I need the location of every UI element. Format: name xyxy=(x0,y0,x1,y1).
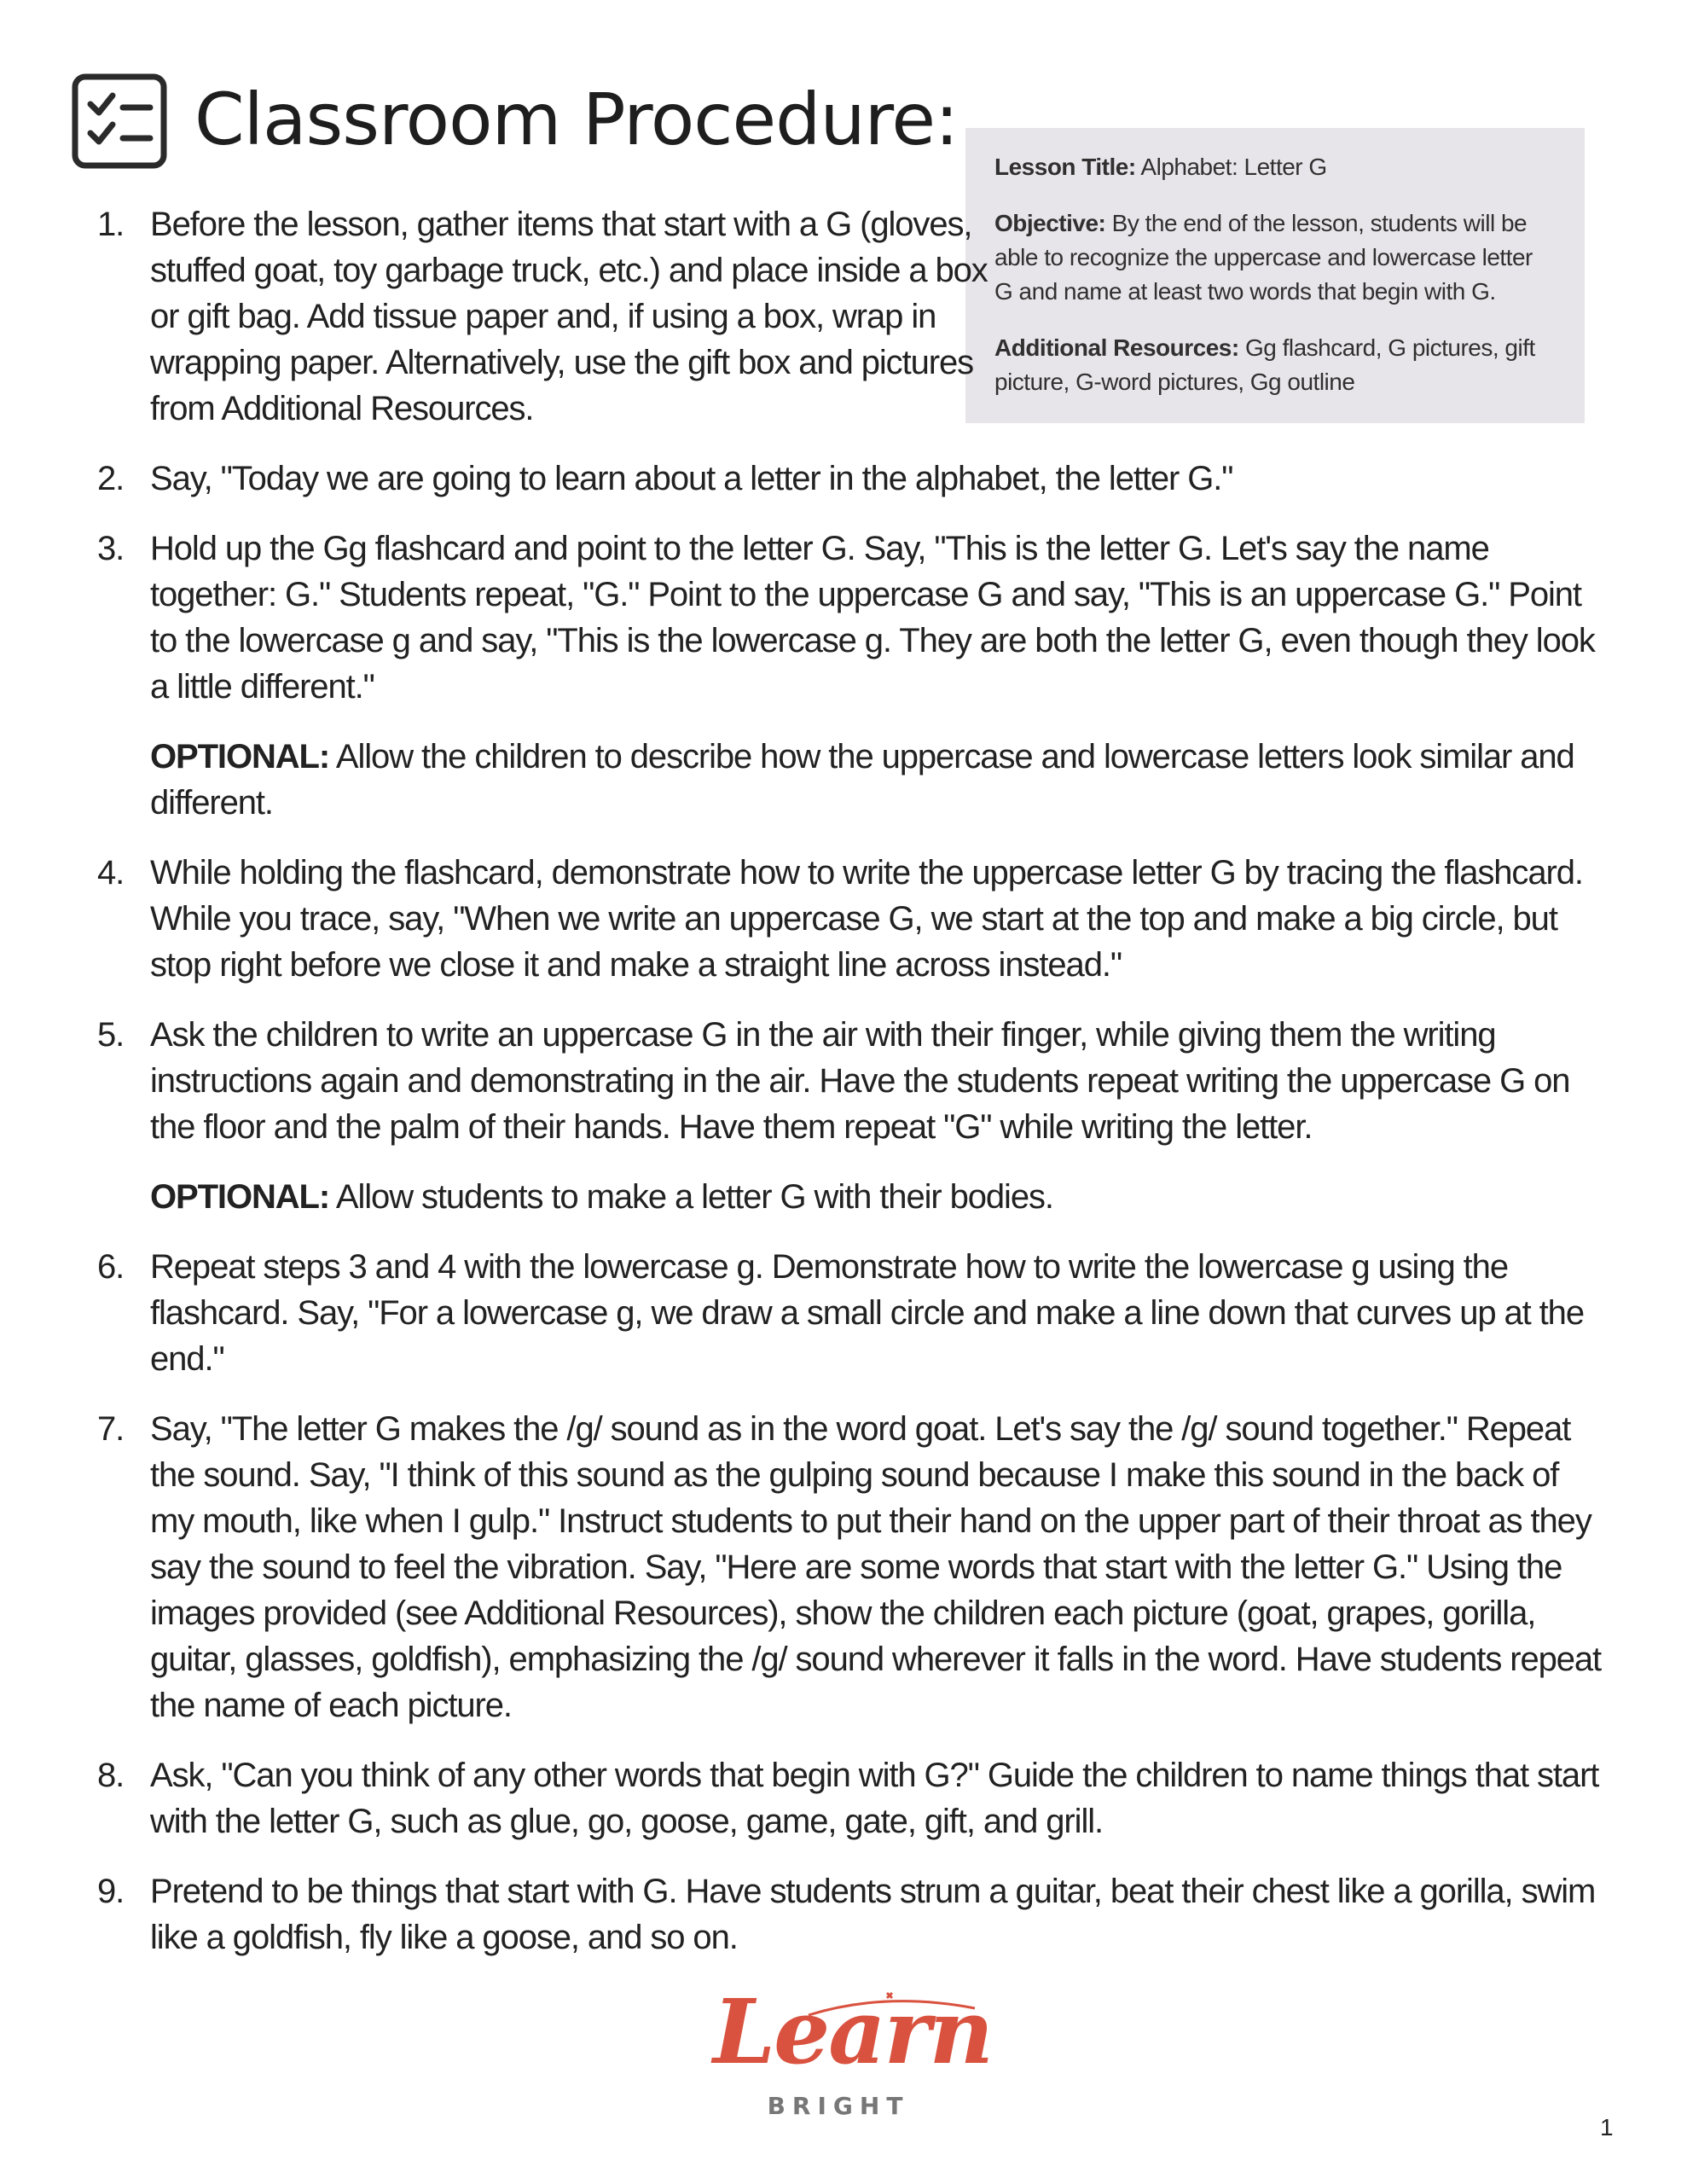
page-title: Classroom Procedure: xyxy=(194,78,959,161)
optional-note xyxy=(150,734,1603,826)
step-text: Say, "The letter G makes the /g/ sound as in the word goat. Let's say the /g/ sound together." Repeat the sound. Say, "I think of this sound as the gulping sound because I make this sound in the back of my mouth, like when I gulp." Instruct students to put their hand on the upper part of their throat as they say the sound to feel the vibration. Say, "Here are some words that start with the letter G." Using the images provided (see Additional Resources), show the children each picture (goat, grapes, gorilla, guitar, glasses, goldfish), emphasizing the /g/ sound wherever it falls in the word. Have students repeat the name of each picture. xyxy=(150,1410,1602,1724)
procedure-step xyxy=(85,1752,1603,1844)
step-number: 3. xyxy=(97,530,125,567)
procedure-steps-list xyxy=(85,201,1603,1984)
step-number: 6. xyxy=(97,1248,125,1286)
step-text: Ask, "Can you think of any other words that begin with G?" Guide the children to name things that start with the letter G, such as glue, go, goose, game, gate, gift, and grill. xyxy=(150,1757,1599,1840)
step-number: 5. xyxy=(97,1016,125,1054)
step-text: Pretend to be things that start with G. Have students strum a guitar, beat their chest like a gorilla, swim like a goldfish, fly like a goose, and so on. xyxy=(150,1873,1596,1956)
step-number: 7. xyxy=(97,1410,125,1448)
optional-note xyxy=(150,1174,1603,1220)
step-text: Ask the children to write an uppercase G in the air with their finger, while giving them the writing instructions again and demonstrating in the air. Have the students repeat writing the uppercase G on the floor and the palm of their hands. Have them repeat "G" while writing the letter. xyxy=(150,1016,1570,1146)
step-number: 4. xyxy=(97,854,125,892)
procedure-step xyxy=(85,1868,1603,1960)
resources-label: Additional Resources: xyxy=(994,334,1239,361)
optional-label: OPTIONAL: xyxy=(150,1178,330,1216)
step-number: 2. xyxy=(97,460,125,497)
step-number: 1. xyxy=(97,206,125,243)
lesson-title-line xyxy=(994,150,1556,184)
logo-sub-text: BRIGHT xyxy=(767,2092,910,2120)
procedure-step xyxy=(85,1012,1603,1220)
page-number: 1 xyxy=(1600,2114,1614,2140)
procedure-step xyxy=(85,1406,1603,1728)
step-text: Hold up the Gg flashcard and point to the letter G. Say, "This is the letter G. Let's say the name together: G." Students repeat, "G." Point to the uppercase G and say, "This is an uppercase G." Point to the lowercase g and say, "This is the lowercase g. They are both the letter G, even though they look a little different." xyxy=(150,530,1595,706)
checklist-icon xyxy=(72,73,167,169)
lesson-title-value: Alphabet: Letter G xyxy=(1135,154,1327,180)
objective-label: Objective: xyxy=(994,210,1106,236)
optional-label: OPTIONAL: xyxy=(150,738,330,775)
procedure-step xyxy=(85,201,1603,432)
step-number: 8. xyxy=(97,1757,125,1794)
step-number: 9. xyxy=(97,1873,125,1910)
step-text: While holding the flashcard, demonstrate how to write the uppercase letter G by tracing the flashcard. While you trace, say, "When we write an uppercase G, we start at the top and make a big circle, but stop right before we close it and make a straight line across instead." xyxy=(150,854,1583,984)
lesson-title-label: Lesson Title: xyxy=(994,154,1136,180)
procedure-step xyxy=(85,1244,1603,1382)
procedure-step xyxy=(85,850,1603,988)
step-text: Repeat steps 3 and 4 with the lowercase g. Demonstrate how to write the lowercase g using the flashcard. Say, "For a lowercase g, we draw a small circle and make a line down that curves up at the end." xyxy=(150,1248,1584,1378)
procedure-step xyxy=(85,526,1603,826)
step-text: Before the lesson, gather items that start with a G (gloves, stuffed goat, toy garbage truck, etc.) and place inside a box or gift bag. Add tissue paper and, if using a box, wrap in wrapping paper. Alternatively, use the gift box and pictures from Additional Resources. xyxy=(150,206,988,427)
procedure-step xyxy=(85,456,1603,502)
learn-bright-logo xyxy=(698,1979,993,2124)
objective-text: By the end of the lesson, students will be able to recognize the uppercase and lowercase letter G and name at least two words that begin with G. xyxy=(994,210,1533,305)
resources-text: Gg flashcard, G pictures, gift picture, G-word pictures, Gg outline xyxy=(994,334,1535,395)
logo-script-text: Learn xyxy=(713,1979,993,2084)
optional-text: Allow the children to describe how the uppercase and lowercase letters look similar and different. xyxy=(150,738,1574,822)
optional-text: Allow students to make a letter G with their bodies. xyxy=(329,1178,1053,1216)
step-text: Say, "Today we are going to learn about a letter in the alphabet, the letter G." xyxy=(150,460,1233,497)
